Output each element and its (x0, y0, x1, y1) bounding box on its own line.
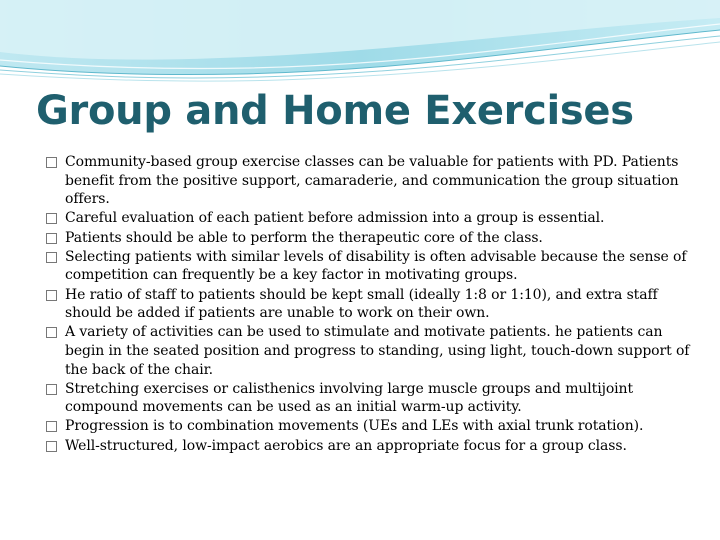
list-item (46, 437, 696, 456)
square-box-icon (46, 441, 57, 452)
bullet-text: Careful evaluation of each patient before admission into a group is essential. (65, 210, 605, 227)
bullet-text: He ratio of staff to patients should be kept small (ideally 1:8 or 1:10), and extra staff should be added if patients are unable to work on their own. (65, 286, 658, 322)
bullet-text: Well-structured, low-impact aerobics are an appropriate focus for a group class. (65, 437, 627, 454)
list-item (46, 323, 696, 379)
square-box-icon (46, 233, 57, 244)
list-item (46, 229, 696, 248)
square-box-icon (46, 213, 57, 224)
list-item (46, 286, 696, 323)
decorative-wave-header (0, 0, 720, 90)
bullet-text: Selecting patients with similar levels of disability is often advisable because the sense of competition can frequently be a key factor in motivating groups. (65, 248, 687, 284)
list-item (46, 417, 696, 436)
list-item (46, 209, 696, 228)
square-box-icon (46, 157, 57, 168)
bullet-text: Progression is to combination movements (UEs and LEs with axial trunk rotation). (65, 418, 644, 435)
square-box-icon (46, 252, 57, 263)
list-item (46, 248, 696, 285)
bullet-list (46, 153, 696, 456)
bullet-text: A variety of activities can be used to stimulate and motivate patients. he patients can begin in the seated position and progress to standing, using light, touch-down support of the back of the chair. (65, 324, 690, 378)
square-box-icon (46, 421, 57, 432)
bullet-text: Community-based group exercise classes can be valuable for patients with PD. Patients benefit from the positive support, camaraderie, and communication the group situation offers. (65, 154, 679, 208)
square-box-icon (46, 327, 57, 338)
list-item (46, 153, 696, 209)
list-item (46, 380, 696, 417)
square-box-icon (46, 290, 57, 301)
bullet-text: Stretching exercises or calisthenics involving large muscle groups and multijoint compound movements can be used as an initial warm-up activity. (65, 380, 633, 416)
bullet-text: Patients should be able to perform the therapeutic core of the class. (65, 229, 543, 246)
slide-title: Group and Home Exercises (36, 88, 634, 134)
square-box-icon (46, 384, 57, 395)
